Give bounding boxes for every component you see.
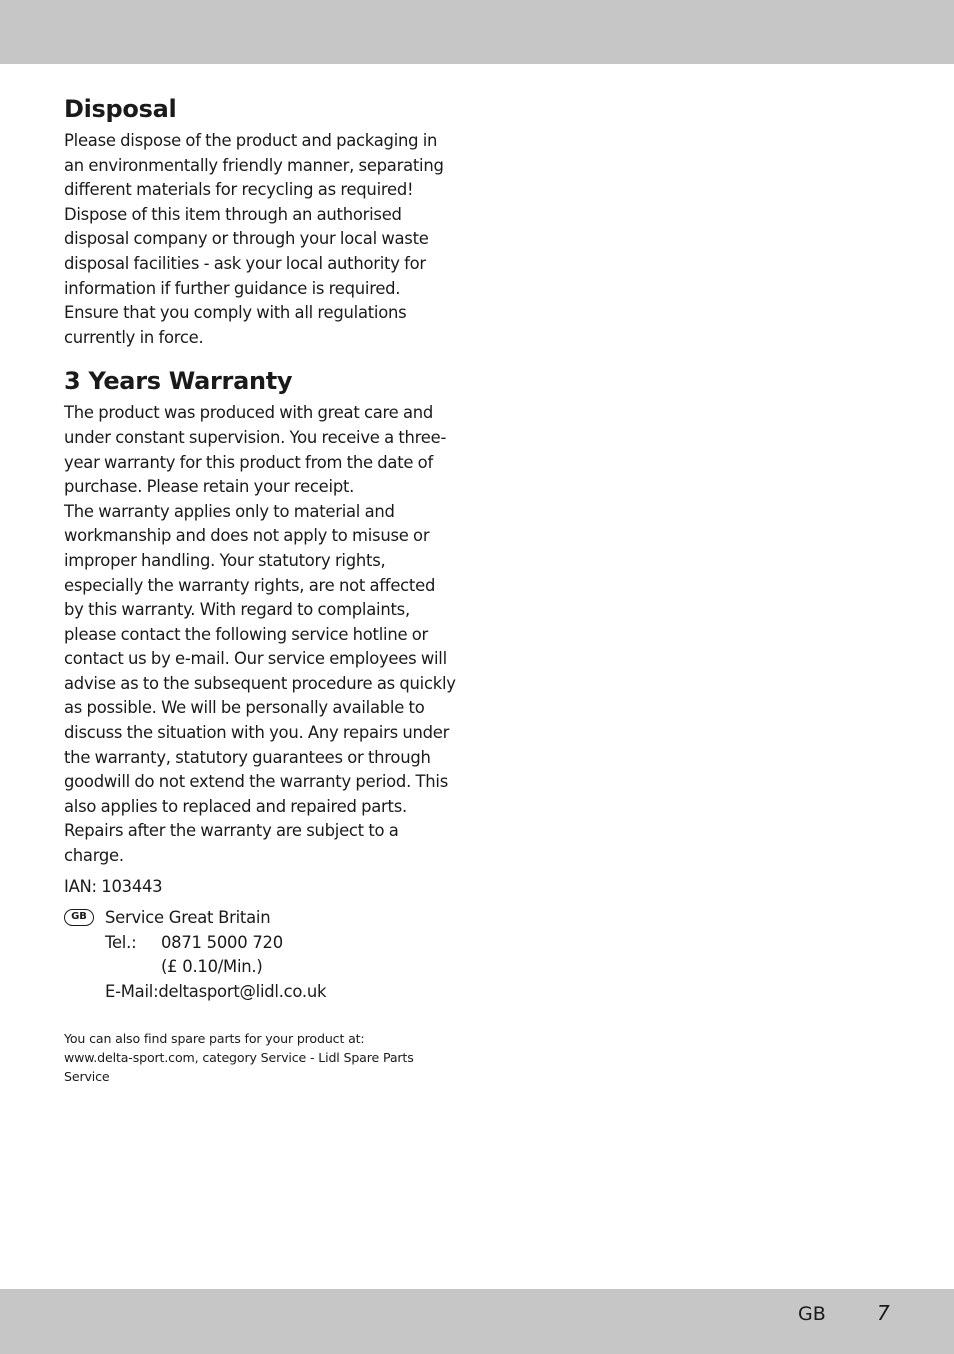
phone-label: Tel.: [105,932,137,952]
spare-parts-line-2: www.delta-sport.com, category Service - Lidl Spare Parts Service [64,1049,414,1084]
footer-page-number: 7 [877,1301,890,1325]
service-phone [105,931,456,956]
warranty-heading: 3 Years Warranty [64,367,293,396]
disposal-heading: Disposal [64,95,177,123]
phone-number: 0871 5000 720 [161,932,283,952]
email-label: E-Mail: [105,982,159,1001]
spare-parts-note [64,1029,456,1087]
disposal-paragraph: Please dispose of the product and packaging in an environmentally friendly manner, separating different materials for recycling as required! Dispose of this item through an authorised disposal company or through your local waste disposal facilities - ask your local authority for information if further guidance is required. Ensure that you comply with all regulations currently in force. [64,131,444,347]
spare-parts-line-1: You can also find spare parts for your product at: [64,1030,365,1046]
ian-number: IAN: 103443 [64,876,163,896]
email-address[interactable]: deltasport@lidl.co.uk [158,982,327,1001]
service-contact [64,906,456,1004]
header-band [0,0,954,64]
service-email [105,980,456,1005]
gb-country-icon: GB [64,909,94,926]
service-title: Service Great Britain [105,908,271,928]
content-column [64,92,456,1086]
warranty-paragraph: The product was produced with great care and under constant supervision. You receive a three-year warranty for this product from the date of purchase. Please retain your receipt. The warranty applies only to material and workmanship and does not apply to misuse or improper handling. Your statutory rights, especially the warranty rights, are not affected by this warranty. With regard to complaints, please contact the following service hotline or contact us by e-mail. Our service employees will advise as to the subsequent procedure as quickly as possible. We will be personally available to discuss the situation with you. Any repairs under the warranty, statutory guarantees or through goodwill do not extend the warranty period. This also applies to replaced and repaired parts. Repairs after the warranty are subject to a charge. [64,403,456,866]
footer-language-code: GB [798,1303,826,1325]
phone-rate: (£ 0.10/Min.) [161,957,263,977]
